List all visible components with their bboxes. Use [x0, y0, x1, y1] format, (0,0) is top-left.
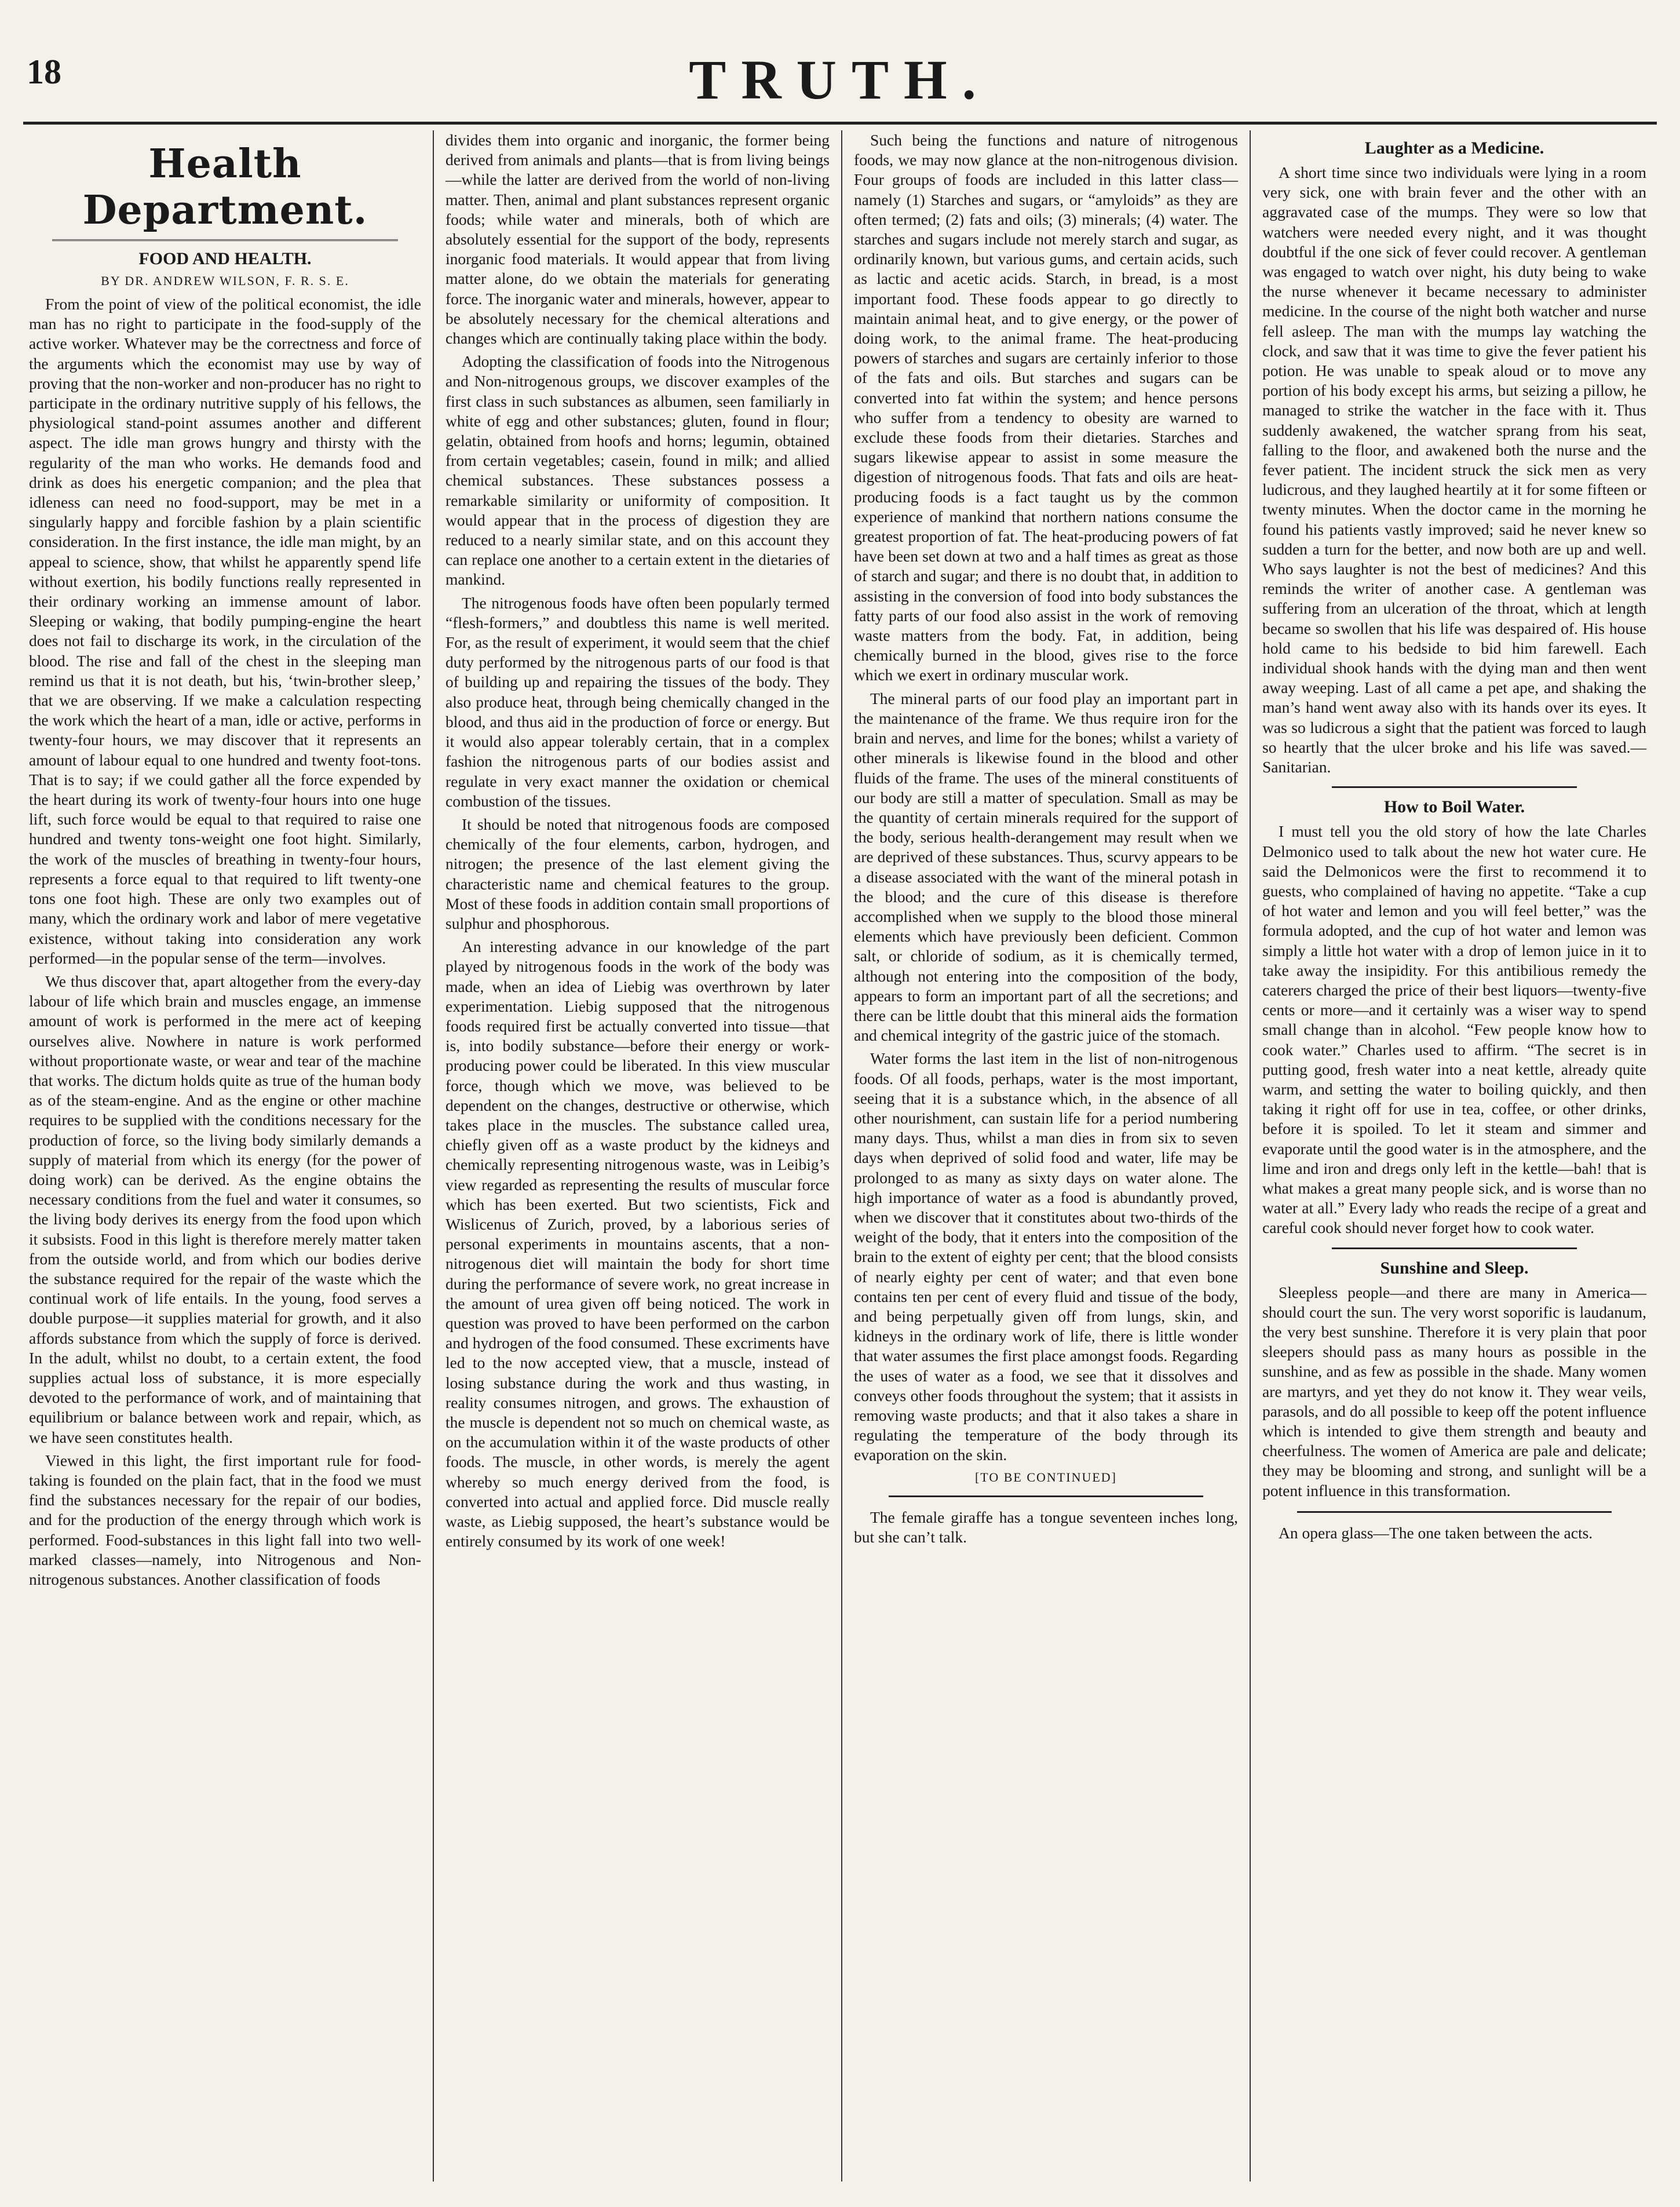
paragraph: An interesting advance in our knowledge of the part played by nitrogenous foods in the work of the body was made, when an idea of Liebig was overthrown by later experimentation. Liebig supposed that the nitrogenous foods required first be actually converted into tissue—that is, into bodily substance—before their energy or work-producing power could be liberated. In this view muscular force, though which we move, was believed to be dependent on the changes, destructive or otherwise, which takes place in the muscles. The substance called urea, chiefly given off as a waste product by the kidneys and chemically representing nitrogenous waste, was in Leibig’s view regarded as representing the results of muscular force which has been exerted. But two scientists, Fick and Wislicenus of Zurich, proved, by a laborious series of personal experiments in mountains ascents, that a non-nitrogenous diet will maintain the body for short time during the performance of severe work, no great increase in the amount of urea given off being noticed. The work in question was proved to have been performed on the carbon and hydrogen of the food consumed. These excriments have led to the now accepted view, that a muscle, instead of losing substance during the work and thus wasting, in reality consumes nitrogen, and grows. The exhaustion of the muscle is dependent not so much on chemical waste, as on the accumulation within it of the waste products of other foods. The muscle, in other words, is merely the agent whereby so much energy derived from the food, is converted into actual and applied force. Did muscle really waste, as Liebig supposed, the heart’s substance would be entirely consumed by its work of one week!	[445, 937, 830, 1551]
column-2	[433, 130, 841, 2182]
column-4	[1250, 130, 1658, 2182]
paragraph: Water forms the last item in the list of non-nitrogenous foods. Of all foods, perhaps, water is the most important, seeing that it is a substance which, in the absence of all other nourishment, can sustain life for a period numbering many days. Thus, whilst a man dies in from six to seven days when deprived of solid food and water, life may be prolonged to as many as sixty days on water alone. The high importance of water as a food is abundantly proved, when we discover that it constitutes about two-thirds of the weight of the body, that it enters into the composition of the brain to the extent of eighty per cent; that the blood consists of nearly eighty per cent of water; and that even bone contains ten per cent of every fluid and tissue of the body, and being perpetually given off from lungs, skin, and kidneys in the ordinary work of life, there is little wonder that water assumes the first place amongst foods. Regarding the uses of water as a food, we see that it dissolves and conveys other foods throughout the system; that it assists in removing waste products; and that it also takes a share in regulating the temperature of the body through its evaporation on the skin.	[854, 1049, 1238, 1464]
paragraph: We thus discover that, apart altogether from the every-day labour of life which brain and muscles engage, an immense amount of work is performed in the mere act of keeping ourselves alive. Nowhere in nature is work performed without proportionate waste, or wear and tear of the machine that works. The dictum holds quite as true of the human body as of the steam-engine. And as the engine or other machine requires to be supplied with the conditions necessary for the production of force, so the living body similarly demands a supply of material from which its energy (for the power of doing work) can be derived. As the engine obtains the necessary conditions from the fuel and water it consumes, so the living body derives its energy from the food upon which it subsists. Food in this light is therefore merely matter taken from the outside world, and from which our bodies derive the substance required for the repair of the waste which the continual work of life entails. In the young, food serves a double purpose—it supplies material for growth, and it also affords substance from which the supply of force is derived. In the adult, whilst no doubt, to a certain extent, the food supplies actual loss of substance, it is more especially devoted to the performance of work, and of maintaining that equilibrium or balance between work and repair, which, as we have seen constitutes health.	[29, 972, 421, 1446]
newspaper-title: TRUTH.	[689, 49, 991, 111]
paragraph: divides them into organic and inorganic, the former being derived from animals and plants—that is from living beings—while the latter are derived from the world of non-living matter. Then, animal and plant substances represent organic foods; while water and minerals, both of which are absolutely essential for the support of the body, represents inorganic food materials. It would appear that from living matter alone, do we obtain the materials for generating force. The inorganic water and minerals, however, appear to be absolutely necessary for the chemical alterations and changes which are continually taking place within the body.	[445, 131, 830, 348]
column-3	[841, 130, 1250, 2182]
article-title: FOOD AND HEALTH.	[138, 249, 312, 268]
paragraph: Viewed in this light, the first important rule for food-taking is founded on the plain fact, that in the food we must find the substances necessary for the repair of our bodies, and for the production of the energy through which work is performed. Food-substances in this light fall into two well-marked classes—namely, into Nitrogenous and Non-nitrogenous substances. Another classification of foods	[29, 1451, 421, 1588]
filler-item: An opera glass—The one taken between the acts.	[1279, 1523, 1593, 1542]
paragraph: Sleepless people—and there are many in America—should court the sun. The very worst soporific is laudanum, the very best sunshine. Therefore it is very plain that poor sleepers should pass as many hours as possible in the sunshine, and as few as possible in the shade. Many women are martyrs, and yet they do not know it. They wear veils, parasols, and do all possible to keep off the potent influence which is intended to give them strength and beauty and cheerfulness. The women of America are pale and delicate; they may be blooming and strong, and sunlight will be a potent influence in this transformation.	[1262, 1283, 1646, 1500]
divider	[889, 1495, 1203, 1497]
paragraph: It should be noted that nitrogenous foods are composed chemically of the four elements, carbon, hydrogen, and nitrogen; the presence of the last element giving the characteristic name and chemical features to the group. Most of these foods in addition contain small proportions of sulphur and phosphorous.	[445, 815, 830, 932]
paragraph: A short time since two individuals were lying in a room very sick, one with brain fever and the other with an aggravated case of the mumps. They were so low that watchers were needed every night, and it was thought doubtful if the one sick of fever could recover. A gentleman was engaged to watch over night, his duty being to wake the nurse whenever it became necessary to administer medicine. In the course of the night both watcher and nurse fell asleep. The man with the mumps lay watching the clock, and saw that it was time to give the fever patient his potion. He was unable to speak aloud or to move any portion of his body except his arms, but seizing a pillow, he managed to strike the watcher in the face with it. Thus suddenly awakened, the watcher sprang from his seat, falling to the floor, and awakened both the nurse and the fever patient. The incident struck the sick men as very ludicrous, and they laughed heartily at it for some fifteen or twenty minutes. When the doctor came in the morning he found his patients vastly improved; said he never knew so sudden a turn for the better, and now both are up and well. Who says laughter is not the best of medicines? And this reminds the writer of another case. A gentleman was suffering from an ulceration of the throat, which at length became so swollen that his life was despaired of. His house hold came to his bedside to bid him farewell. Each individual shook hands with the dying man and then went away weeping. Last of all came a pet ape, and shaking the man’s hand went away also with its hands over its eyes. It was so ludicrous a sight that the patient was forced to laugh so heartly that the ulcer broke and his life was saved.—Sanitarian.	[1262, 163, 1646, 776]
divider	[1332, 1247, 1577, 1249]
paragraph: Adopting the classification of foods into the Nitrogenous and Non-nitrogenous groups, we discover examples of the first class in such substances as albumen, seen familiarly in white of egg and other substances; gluten, found in flour; gelatin, obtained from hoofs and horns; legumin, obtained from certain vegetables; casein, found in milk; and allied chemical substances. These substances possess a remarkable similarity or uniformity of composition. It would appear that in the process of digestion they are reduced to a nearly similar state, and on this account they can replace one another to a certain extent in the dietaries of mankind.	[445, 352, 830, 589]
masthead	[23, 35, 1657, 125]
paragraph: I must tell you the old story of how the late Charles Delmonico used to talk about the new hot water cure. He said the Delmonicos were the first to recommend it to guests, who complained of having no appetite. “Take a cup of hot water and lemon and you will feel better,” was the formula adopted, and the cup of hot water and lemon was simply a little hot water with a drop of lemon juice in it to take away the insipidity. For this antibilious remedy the caterers charged the price of their best liquors—twenty-five cents or more—and it certainly was a wiser way to spend small change than in alcohol. “Few people know how to cook water.” Charles used to affirm. “The secret is in putting good, fresh water into a neat kettle, already quite warm, and setting the water to boiling quickly, and then taking it right off for use in tea, coffee, or other drinks, before it is spoiled. To let it steam and simmer and evaporate until the good water is in the atmosphere, and the lime and iron and dregs only left in the kettle—bah! that is what makes a great many people sick, and is worse than no water at all.” Every lady who reads the recipe of a great and careful cook should never forget how to cook water.	[1262, 822, 1646, 1237]
paragraph: The nitrogenous foods have often been popularly termed “flesh-formers,” and doubtless this name is well merited. For, as the result of experiment, it would seem that the chief duty performed by the nitrogenous parts of our food is that of building up and repairing the tissues of the body. They also produce heat, through being chemically changed in the blood, and thus aid in the production of force or energy. But it would also appear tolerably certain, that in a complex fashion the nitrogenous parts of our bodies assist and regulate in very exact manner the oxidation or chemical combustion of the tissues.	[445, 593, 830, 810]
divider	[52, 239, 398, 241]
paragraph: The mineral parts of our food play an important part in the maintenance of the frame. We thus require iron for the brain and nerves, and lime for the bones; whilst a variety of other minerals is likewise found in the blood and other fluids of the frame. The uses of the mineral constituents of our body are still a matter of speculation. Small as may be the quantity of certain minerals required for the support of the body, serious health-derangement may result when we are deprived of these substances. Thus, scurvy appears to be a disease associated with the want of the mineral potash in the blood; and the cure of this disease is therefore accomplished when we supply to the blood those mineral elements which have previously been deficient. Common salt, or chloride of sodium, as it is chemically termed, although not entering into the composition of the body, appears to form an important part of all the secretions; and there can be little doubt that this mineral aids the formation and chemical integrity of the gastric juice of the stomach.	[854, 689, 1238, 1045]
department-title: Health Department.	[82, 141, 368, 234]
columns	[24, 130, 1658, 2182]
filler-item: The female giraffe has a tongue seventeen inches long, but she can’t talk.	[854, 1508, 1238, 1546]
page-number: 18	[27, 53, 61, 91]
article-title: How to Boil Water.	[1383, 797, 1525, 817]
article-byline: BY DR. ANDREW WILSON, F. R. S. E.	[101, 273, 349, 288]
article-title: Sunshine and Sleep.	[1380, 1258, 1529, 1278]
continued-notice: [TO BE CONTINUED]	[974, 1469, 1117, 1484]
paragraph: Such being the functions and nature of nitrogenous foods, we may now glance at the non-nitrogenous division. Four groups of foods are included in this latter class—namely (1) Starches and sugars, or “amyloids” as they are often termed; (2) fats and oils; (3) minerals; (4) water. The starches and sugars include not merely starch and sugar, as ordinarily known, but various gums, and certain acids, such as lactic and acetic acids. Starch, in bread, is a most important food. These foods appear to go directly to maintain animal heat, and to give energy, or the power of doing work, to the animal frame. The heat-producing powers of starches and sugars are certainly inferior to those of the fats and oils. But starches and sugars can be converted into fat within the system; and hence persons who suffer from a tendency to obesity are warned to exclude these foods from their dietaries. Starches and sugars likewise appear to assist in some measure the digestion of nitrogenous foods. That fats and oils are heat-producing foods is a fact taught us by the common experience of mankind that northern nations consume the greatest proportion of fat. The heat-producing powers of fat have been set down at two and a half times as great as those of starch and sugar; and there is no doubt that, in addition to assisting in the conversion of food into body substances the fatty parts of our food also assist in the work of removing waste matters from the body. Fat, in addition, being chemically burned in the blood, gives rise to the force which we exert in ordinary muscular work.	[854, 131, 1238, 684]
article-title: Laughter as a Medicine.	[1364, 138, 1544, 158]
divider	[1332, 786, 1577, 788]
paragraph: From the point of view of the political economist, the idle man has no right to participate in the food-supply of the active worker. Whatever may be the correctness and force of the arguments which the economist may use by way of proving that the non-worker and non-producer has no right to participate in the ordinary nutritive supply of his fellows, the physiological stand-point assumes another and different aspect. The idle man grows hungry and thirsty with the regularity of the man who works. He demands food and drink as does his energetic companion; and the plea that idleness can need no food-support, may be met in a singularly happy and forcible fashion by a plain scientific consideration. In the first instance, the idle man might, by an appeal to science, show, that whilst he apparently spend life without exertion, his bodily functions really represented in their ordinary working an immense amount of labor. Sleeping or waking, that bodily pumping-engine the heart does not fail to discharge its work, in the circulation of the blood. The rise and fall of the chest in the sleeping man remind us that it is not death, but his, ‘twin-brother sleep,’ that we are observing. If we make a calculation respecting the work which the heart of a man, idle or active, performs in twenty-four hours, we may discover that it represents an amount of labour equal to one hundred and twenty foot-tons. That is to say; if we could gather all the force expended by the heart during its work of twenty-four hours into one huge lift, such force would be equal to that required to raise one hundred and twenty tons-weight one foot hight. Similarly, the work of the muscles of breathing in twenty-four hours, represents a force equal to that required to lift twenty-one tons one foot high. These are only two examples out of many, which the ordinary work and labor of mere vegetative existence, without taking into consideration any work performed—in the popular sense of the term—involves.	[29, 295, 421, 967]
divider	[1297, 1511, 1612, 1513]
column-1	[24, 130, 433, 2182]
